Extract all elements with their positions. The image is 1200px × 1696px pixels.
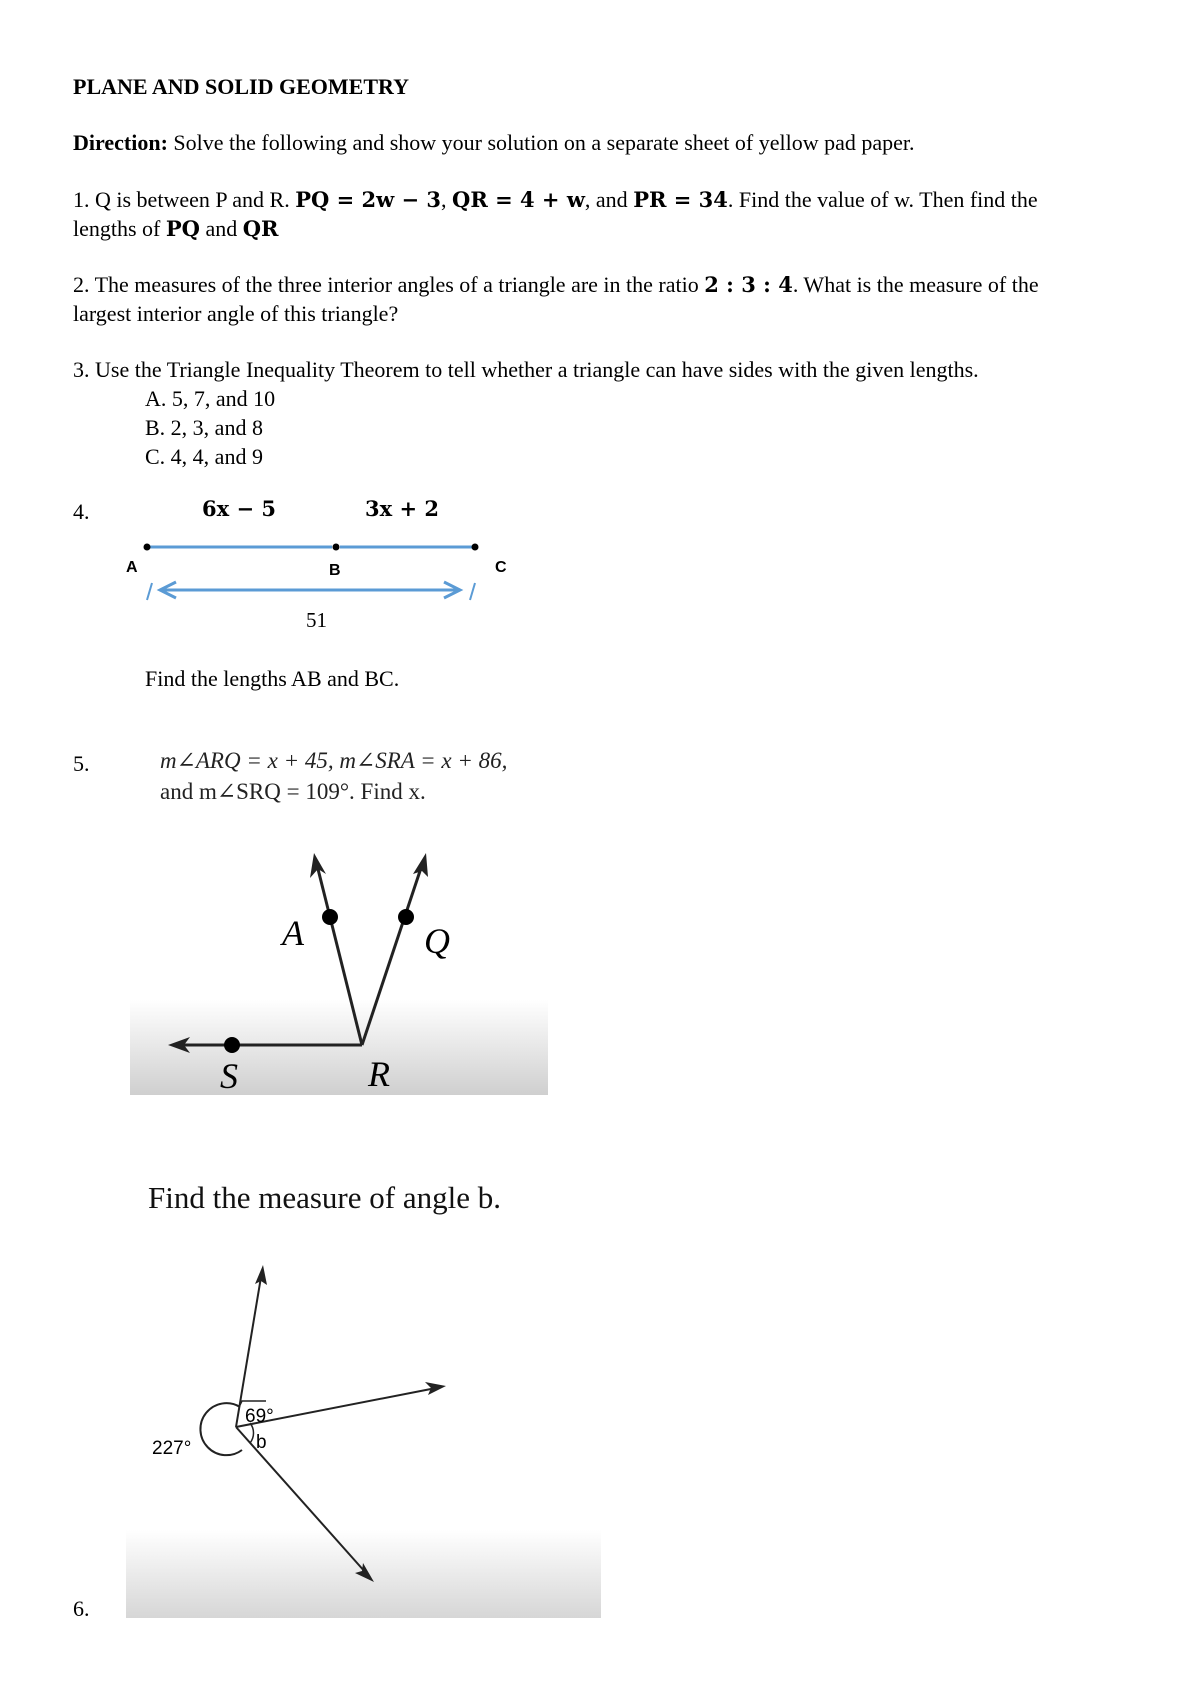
arc-227 xyxy=(200,1403,242,1455)
point-b-dot xyxy=(333,544,340,551)
question-1-text-end: . Find the value of w. Then find the xyxy=(727,187,1038,212)
question-2-ratio: 2 : 3 : 4 xyxy=(704,272,793,297)
direction-line xyxy=(73,128,915,157)
question-1-pq: PQ xyxy=(165,216,200,241)
question-2-line2: largest interior angle of this triangle? xyxy=(73,301,399,326)
question-1-and: , and xyxy=(584,187,634,212)
angle-b-label: b xyxy=(256,1432,267,1453)
point-a-dot xyxy=(322,909,338,925)
question-3-line xyxy=(73,355,1183,384)
question-2-line1 xyxy=(73,270,1173,299)
question-2 xyxy=(73,270,1173,328)
question-1 xyxy=(73,185,1153,243)
point-q-label: Q xyxy=(424,921,450,961)
point-c-label: C xyxy=(495,559,507,576)
question-1-line2-text: lengths of xyxy=(73,216,166,241)
question-3-number: 3. xyxy=(73,357,90,382)
arc-69 xyxy=(240,1401,266,1405)
question-3-option-c: C. 4, 4, and 9 xyxy=(145,444,263,469)
question-1-qr: QR xyxy=(242,216,279,241)
question-4-number: 4. xyxy=(73,499,90,524)
question-3-text: Use the Triangle Inequality Theorem to tell whether a triangle can have sides with the given lengths. xyxy=(89,357,979,382)
question-5-statement xyxy=(160,745,507,807)
question-6-heading: Find the measure of angle b. xyxy=(148,1180,501,1215)
question-1-and2: and xyxy=(199,216,243,241)
left-tick xyxy=(147,583,152,600)
point-a-label: A xyxy=(126,559,138,576)
question-4-text: Find the lengths AB and BC. xyxy=(145,666,400,691)
ray-right-arrow xyxy=(425,1382,446,1395)
point-q-dot xyxy=(398,909,414,925)
point-r-label: R xyxy=(368,1054,390,1094)
question-1-eq-qr: QR = 4 + w xyxy=(452,187,585,212)
question-3-option-b: B. 2, 3, and 8 xyxy=(145,415,263,440)
question-1-line1 xyxy=(73,185,1153,214)
angle-227-label: 227° xyxy=(152,1438,192,1459)
question-1-sep: , xyxy=(441,187,453,212)
question-5-line1: m∠ARQ = x + 45, m∠SRA = x + 86, xyxy=(160,748,508,773)
point-b-label: B xyxy=(329,562,341,579)
question-1-line2 xyxy=(73,214,1153,243)
question-3-option-a: A. 5, 7, and 10 xyxy=(145,386,276,411)
question-1-number: 1. xyxy=(73,187,90,212)
question-2-text: The measures of the three interior angles of a triangle are in the ratio xyxy=(89,272,705,297)
question-2-text-end: . What is the measure of the xyxy=(792,272,1039,297)
question-3 xyxy=(73,355,1183,471)
label-bc: 3x + 2 xyxy=(365,496,439,521)
angle-diagram-1 xyxy=(130,845,550,1095)
direction-text: Solve the following and show your solution on a separate sheet of yellow pad paper. xyxy=(167,130,915,155)
right-tick xyxy=(470,583,475,600)
question-6-number: 6. xyxy=(73,1596,90,1621)
direction-label: Direction: xyxy=(73,130,168,155)
question-1-eq-pr: PR = 34 xyxy=(633,187,728,212)
angle-69-label: 69° xyxy=(245,1406,274,1427)
page-title: PLANE AND SOLID GEOMETRY xyxy=(73,74,409,99)
segment-diagram xyxy=(110,490,530,640)
point-c-dot xyxy=(472,544,479,551)
angle-diagram-2 xyxy=(126,1255,602,1620)
question-1-eq-pq: PQ = 2w − 3 xyxy=(295,187,442,212)
question-2-number: 2. xyxy=(73,272,90,297)
question-5-line2: and m∠SRQ = 109°. Find x. xyxy=(160,779,426,804)
question-1-text: Q is between P and R. xyxy=(89,187,296,212)
point-a-dot xyxy=(144,544,151,551)
point-s-label: S xyxy=(220,1056,238,1095)
label-ab: 6x − 5 xyxy=(202,496,276,521)
total-length-label: 51 xyxy=(306,608,327,632)
shaded-background xyxy=(130,1000,548,1095)
question-5-number: 5. xyxy=(73,751,90,776)
point-a-label: A xyxy=(282,913,304,953)
point-s-dot xyxy=(224,1037,240,1053)
